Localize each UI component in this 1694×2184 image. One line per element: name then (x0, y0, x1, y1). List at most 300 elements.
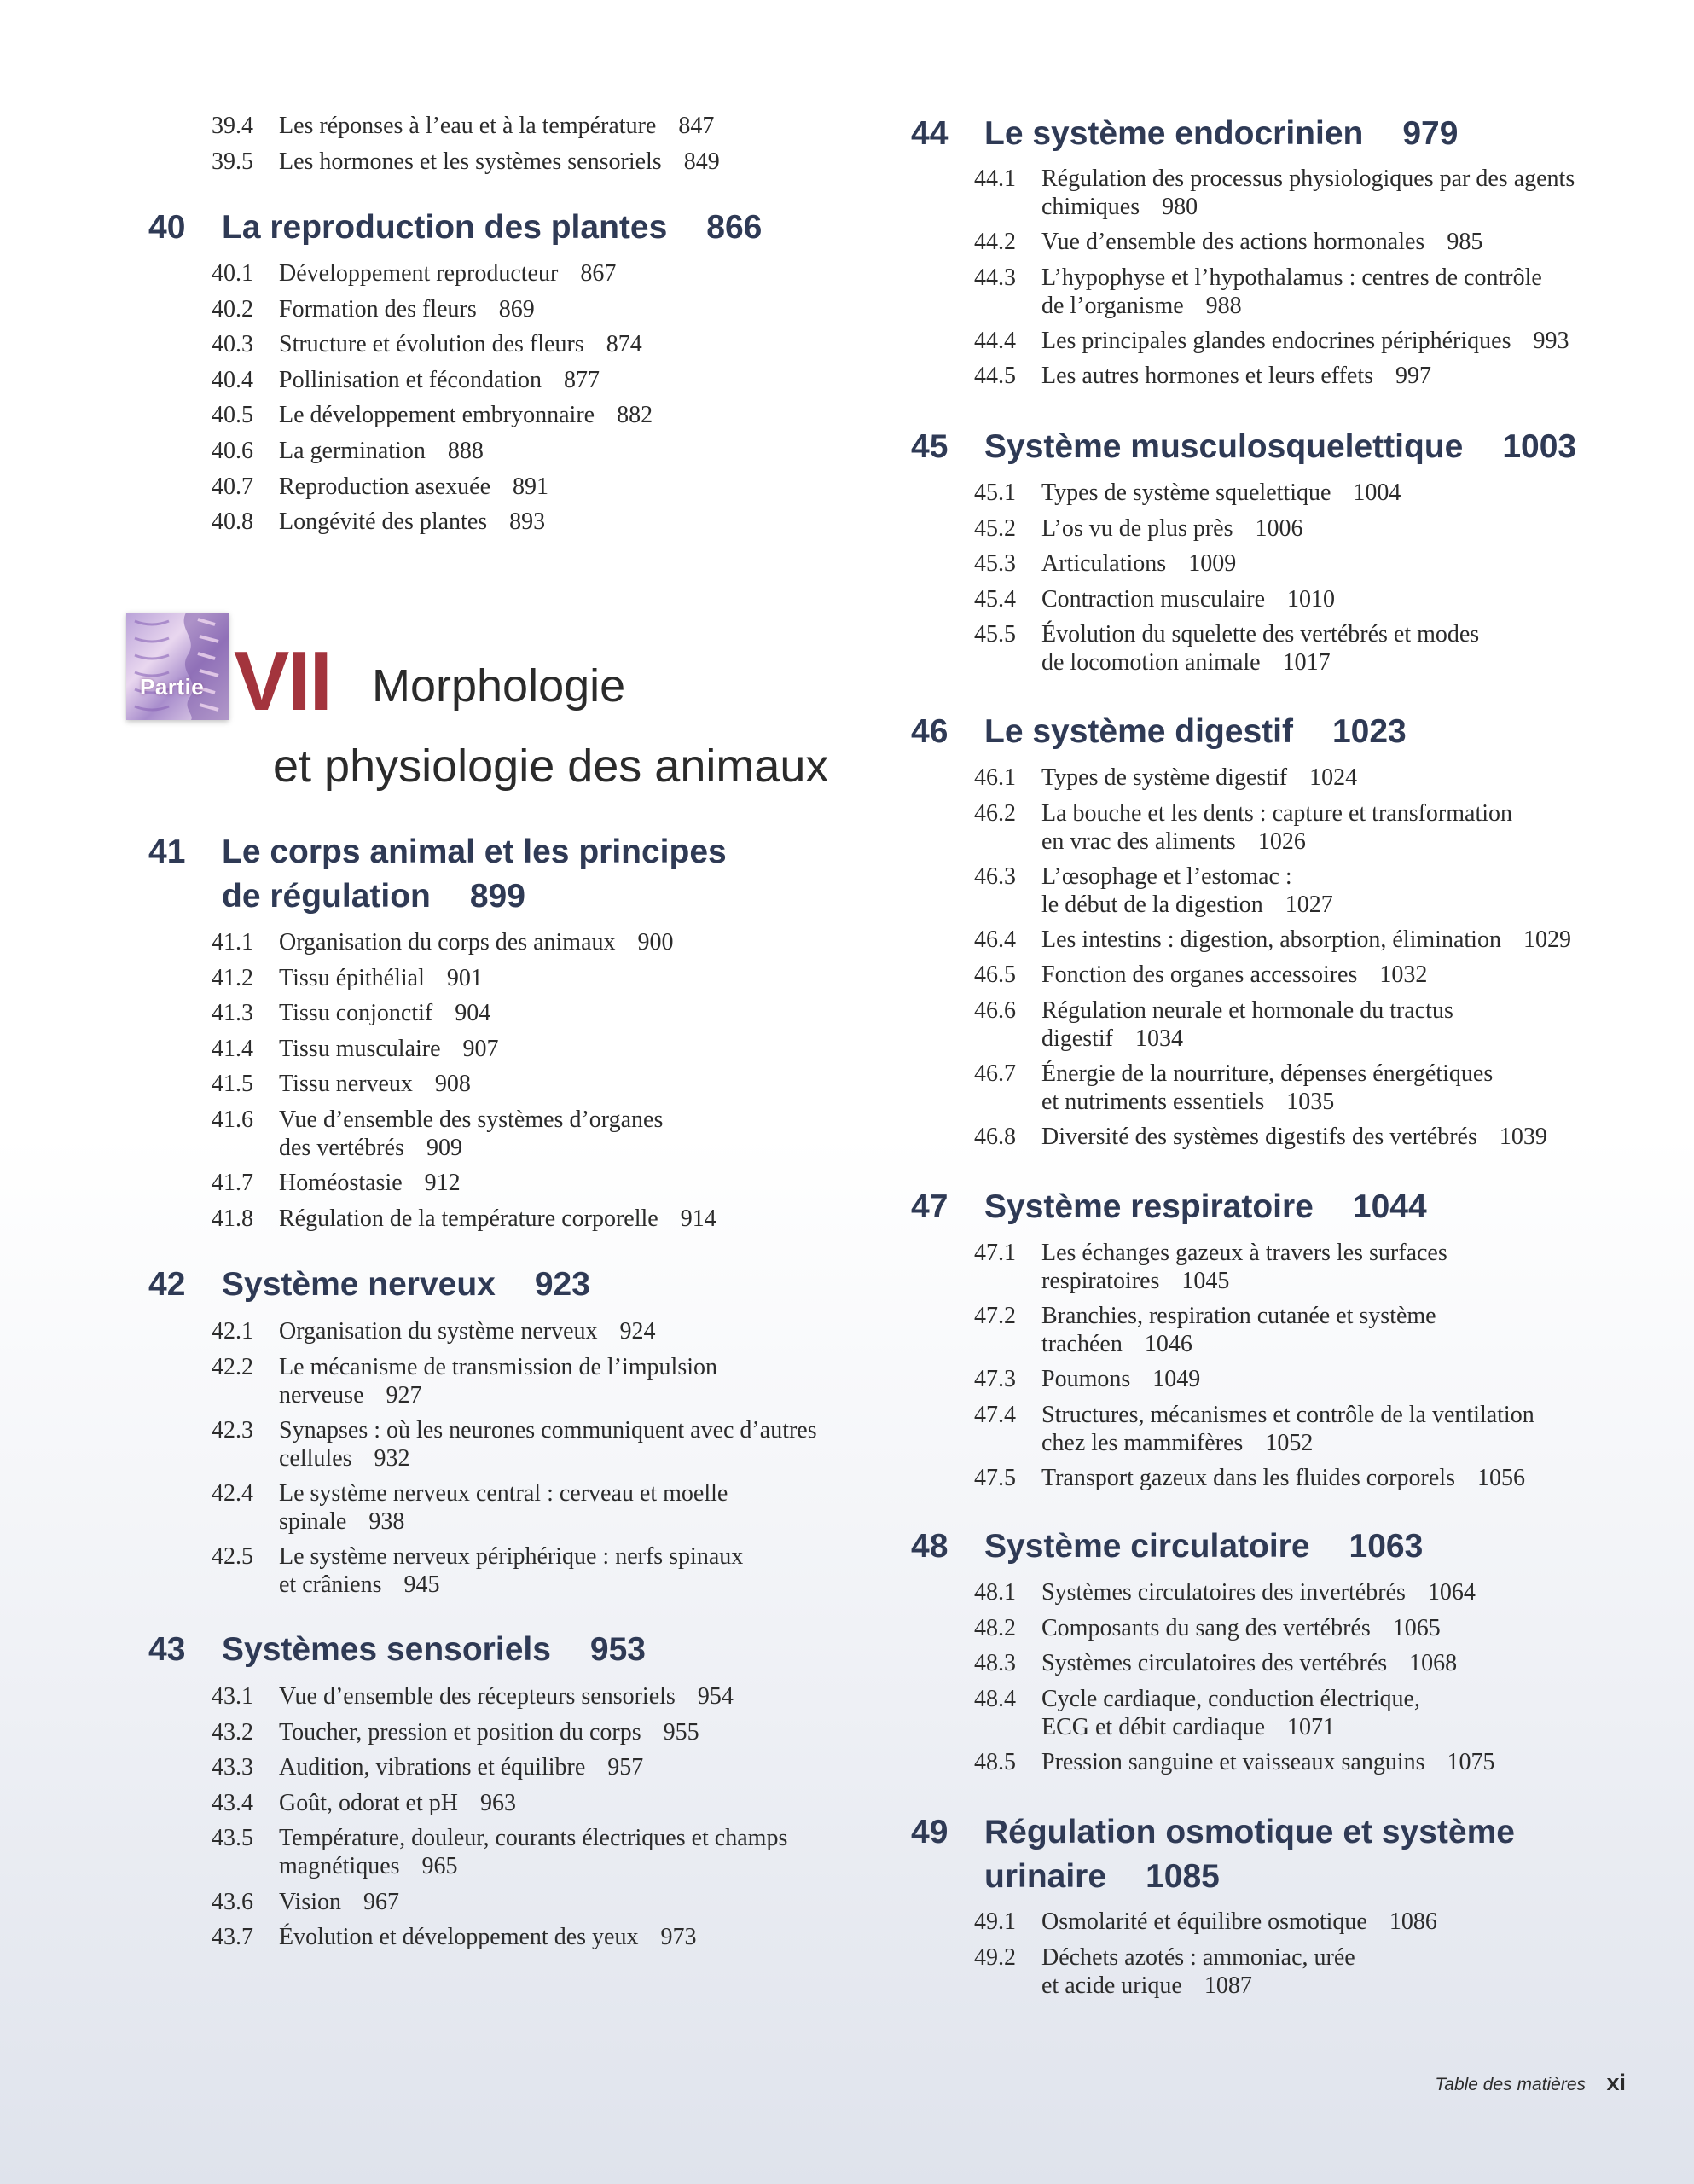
chapter-page-number: 1085 (1146, 1858, 1220, 1895)
chapter-page-number: 979 (1402, 115, 1459, 152)
section-page-number: 1029 (1523, 926, 1571, 953)
section-number: 42.1 (212, 1318, 253, 1345)
section-title (1041, 961, 1427, 989)
section-title-text-cont: ECG et débit cardiaque (1041, 1713, 1266, 1740)
section-page-number: 877 (563, 366, 600, 393)
section-title (1041, 1401, 1534, 1457)
section-title-text: Systèmes circulatoires des vertébrés (1041, 1650, 1388, 1677)
section-title-text: Le développement embryonnaire (279, 402, 595, 429)
section-title (1041, 1578, 1476, 1606)
section-title-text: Le système nerveux périphérique : nerfs spinaux (279, 1542, 744, 1570)
chapter-title-line (984, 425, 1576, 469)
chapter-title-text: urinaire (984, 1858, 1107, 1895)
section-title-text-cont: de locomotion animale (1041, 649, 1261, 677)
section-page-number: 924 (619, 1318, 656, 1345)
section-title (1041, 764, 1357, 792)
section-title-text-cont: chez les mammifères (1041, 1429, 1244, 1456)
section-title-text: Diversité des systèmes digestifs des vertébrés (1041, 1124, 1477, 1151)
chapter-title (984, 425, 1576, 469)
section-title-text: Systèmes circulatoires des invertébrés (1041, 1579, 1406, 1606)
chapter-page-number: 899 (469, 878, 525, 915)
section-title-text: Énergie de la nourriture, dépenses énergétiques (1041, 1060, 1494, 1088)
section-title (279, 148, 720, 176)
section-title-text: Vue d’ensemble des récepteurs sensoriels (279, 1683, 676, 1710)
chapter-page-number: 923 (534, 1266, 590, 1303)
section-title (1041, 1365, 1200, 1393)
section-title (279, 1169, 461, 1197)
section-page-number: 1075 (1447, 1748, 1495, 1775)
section-title (279, 1317, 656, 1345)
chapter-number: 40 (148, 209, 186, 246)
section-title-text: Cycle cardiaque, conduction électrique, (1041, 1685, 1420, 1712)
section-title-text-cont: cellules (279, 1444, 352, 1472)
section-page-number: 891 (513, 473, 549, 500)
section-number: 45.5 (974, 621, 1016, 648)
section-page-number: 1071 (1287, 1713, 1336, 1740)
section-title-text: Synapses : où les neurones communiquent avec d’autres (279, 1416, 817, 1443)
section-page-number: 1065 (1392, 1614, 1441, 1641)
section-title (279, 1035, 499, 1063)
section-number: 41.3 (212, 1000, 253, 1027)
chapter-title-line (984, 112, 1458, 156)
section-title (1041, 926, 1571, 954)
section-number: 42.4 (212, 1479, 253, 1507)
section-page-number: 997 (1395, 363, 1432, 390)
section-title (279, 366, 600, 394)
section-page-number: 1056 (1476, 1464, 1525, 1491)
section-page-number: 945 (403, 1571, 440, 1598)
section-title (279, 508, 545, 536)
section-page-number: 927 (386, 1381, 422, 1409)
tissue-micrograph-icon (126, 613, 229, 720)
section-number: 44.1 (974, 166, 1016, 192)
chapter-number: 46 (911, 713, 949, 750)
section-number: 46.2 (974, 799, 1016, 827)
section-page-number: 932 (374, 1444, 410, 1472)
section-title (1041, 264, 1542, 320)
section-page-number: 963 (479, 1789, 516, 1816)
chapter-title-text: Système respiratoire (984, 1188, 1314, 1225)
chapter-title-text: Systèmes sensoriels (222, 1631, 551, 1668)
section-title (279, 112, 714, 140)
chapter-number: 49 (911, 1814, 949, 1850)
section-page-number: 965 (421, 1853, 458, 1880)
chapter-title (984, 1525, 1423, 1569)
chapter-title (984, 1810, 1515, 1899)
section-page-number: 988 (1205, 292, 1242, 319)
section-number: 40.5 (212, 402, 253, 429)
chapter-title (222, 1263, 590, 1307)
section-title-text-cont: magnétiques (279, 1853, 400, 1880)
section-title-text: Transport gazeux dans les fluides corporels (1041, 1464, 1455, 1491)
section-title-text: Développement reproducteur (279, 260, 559, 287)
section-title (279, 1479, 728, 1536)
section-title-text: Vision (279, 1888, 341, 1915)
section-page-number: 849 (683, 148, 720, 175)
section-title (1041, 1060, 1493, 1116)
chapter-title (984, 112, 1458, 156)
section-title-text: Les intestins : digestion, absorption, élimination (1041, 926, 1501, 953)
section-number: 43.4 (212, 1789, 253, 1816)
chapter-number: 44 (911, 115, 949, 152)
section-title-text: Évolution et développement des yeux (279, 1924, 639, 1951)
section-page-number: 1052 (1265, 1429, 1314, 1456)
section-title-text: Contraction musculaire (1041, 585, 1266, 613)
chapter-number: 45 (911, 428, 949, 465)
section-page-number: 909 (426, 1135, 462, 1161)
section-title-text: Longévité des plantes (279, 508, 488, 536)
section-number: 42.3 (212, 1416, 253, 1443)
section-title (279, 1789, 516, 1817)
section-page-number: 914 (680, 1205, 716, 1232)
chapter-number: 47 (911, 1188, 949, 1225)
section-title (1041, 1943, 1355, 2000)
section-title (279, 1718, 699, 1746)
section-number: 41.8 (212, 1205, 253, 1232)
section-title-text-cont: et nutriments essentiels (1041, 1089, 1265, 1116)
chapter-page-number: 953 (589, 1631, 646, 1668)
section-page-number: 1064 (1427, 1579, 1476, 1606)
section-number: 48.4 (974, 1685, 1016, 1712)
section-number: 47.1 (974, 1240, 1016, 1266)
section-title (279, 1824, 787, 1880)
section-page-number: 967 (363, 1888, 399, 1915)
section-title-text: Osmolarité et équilibre osmotique (1041, 1908, 1367, 1935)
section-page-number: 1032 (1379, 961, 1428, 989)
chapter-title-line (984, 1810, 1515, 1855)
section-number: 43.3 (212, 1754, 253, 1781)
chapter-title-text: Système nerveux (222, 1266, 496, 1303)
section-page-number: 1006 (1255, 514, 1303, 542)
section-title (1041, 1908, 1437, 1936)
part-banner (126, 613, 877, 809)
section-title-text: L’os vu de plus près (1041, 514, 1233, 542)
section-page-number: 1027 (1285, 891, 1333, 918)
section-page-number: 1009 (1188, 550, 1237, 578)
section-number: 48.1 (974, 1579, 1016, 1606)
section-page-number: 985 (1447, 229, 1483, 256)
chapter-page-number: 1044 (1352, 1188, 1427, 1225)
section-page-number: 980 (1162, 194, 1198, 220)
section-title (279, 999, 490, 1027)
chapter-page-number: 1023 (1331, 713, 1407, 750)
section-title-text-cont: digestif (1041, 1025, 1113, 1052)
part-thumbnail-image (126, 613, 229, 720)
section-title (279, 1888, 399, 1916)
section-number: 44.5 (974, 363, 1016, 390)
section-number: 45.4 (974, 585, 1016, 613)
section-page-number: 869 (498, 295, 535, 322)
section-number: 44.2 (974, 229, 1016, 256)
chapter-title-text: Système musculosquelettique (984, 428, 1464, 465)
section-page-number: 882 (617, 402, 653, 429)
chapter-title-text: de régulation (222, 878, 431, 915)
chapter-title-line (222, 1628, 646, 1672)
section-title-text: Organisation du corps des animaux (279, 929, 616, 956)
section-title-text: Organisation du système nerveux (279, 1318, 598, 1345)
chapter-title-text: Régulation osmotique et système (984, 1814, 1515, 1850)
section-page-number: 1046 (1144, 1331, 1192, 1358)
section-title (1041, 1614, 1441, 1642)
section-number: 39.5 (212, 148, 253, 175)
chapter-title-text: Le système digestif (984, 713, 1293, 750)
section-number: 39.4 (212, 113, 253, 139)
section-page-number: 900 (637, 929, 674, 956)
chapter-title-line (984, 1185, 1427, 1229)
section-page-number: 904 (455, 1000, 491, 1027)
section-page-number: 1049 (1152, 1366, 1201, 1393)
section-title-text-cont: des vertébrés (279, 1135, 404, 1161)
section-title (1041, 479, 1401, 507)
chapter-page-number: 1003 (1502, 428, 1577, 465)
section-title-text: La bouche et les dents : capture et transformation (1041, 799, 1513, 827)
section-number: 40.7 (212, 473, 253, 500)
section-title-text: Évolution du squelette des vertébrés et modes (1041, 621, 1480, 648)
section-page-number: 1004 (1353, 479, 1401, 506)
section-title-text: Les autres hormones et leurs effets (1041, 363, 1374, 390)
section-title-text: Types de système digestif (1041, 764, 1288, 791)
section-number: 46.6 (974, 997, 1016, 1024)
section-title (1041, 1685, 1420, 1741)
chapter-title-line (222, 1263, 590, 1307)
section-page-number: 955 (663, 1718, 699, 1745)
part-label: Partie (140, 674, 205, 700)
section-title-text: Pollinisation et fécondation (279, 366, 542, 393)
chapter-number: 48 (911, 1528, 949, 1565)
section-number: 43.6 (212, 1888, 253, 1915)
section-page-number: 888 (447, 438, 484, 464)
section-page-number: 1010 (1287, 585, 1336, 613)
section-number: 44.4 (974, 327, 1016, 354)
section-page-number: 901 (446, 964, 483, 991)
chapter-title-text: La reproduction des plantes (222, 209, 668, 246)
section-number: 42.5 (212, 1542, 253, 1570)
section-title (1041, 1464, 1525, 1492)
section-page-number: 957 (607, 1754, 644, 1781)
section-title-text: Les échanges gazeux à travers les surfaces (1041, 1240, 1447, 1266)
section-title-text: Structures, mécanismes et contrôle de la ventilation (1041, 1401, 1534, 1428)
chapter-number: 41 (148, 834, 186, 870)
section-title (1041, 620, 1479, 677)
section-number: 45.2 (974, 514, 1016, 542)
part-title-line-2: et physiologie des animaux (273, 741, 829, 792)
section-page-number: 867 (580, 260, 617, 287)
section-title (1041, 549, 1236, 578)
section-number: 46.4 (974, 926, 1016, 953)
chapter-page-number: 866 (706, 209, 763, 246)
section-title (279, 1070, 471, 1098)
chapter-number: 43 (148, 1631, 186, 1668)
section-title (1041, 585, 1335, 613)
section-title-text: Audition, vibrations et équilibre (279, 1754, 586, 1781)
section-page-number: 993 (1533, 327, 1569, 354)
section-page-number: 874 (606, 331, 642, 358)
chapter-title-text: Le système endocrinien (984, 115, 1364, 152)
section-title (279, 1542, 743, 1599)
section-title (279, 1416, 817, 1472)
section-title (279, 1753, 643, 1781)
section-title-text-cont: nerveuse (279, 1381, 364, 1409)
section-title (1041, 362, 1431, 390)
section-page-number: 1017 (1282, 649, 1331, 677)
section-title-text: Homéostasie (279, 1170, 403, 1197)
section-number: 40.4 (212, 366, 253, 393)
page-footer (1435, 2070, 1626, 2096)
section-title-text: Toucher, pression et position du corps (279, 1718, 641, 1745)
section-title (279, 330, 642, 358)
section-number: 46.5 (974, 961, 1016, 989)
section-title (1041, 1302, 1436, 1358)
section-page-number: 912 (424, 1170, 461, 1197)
section-title-text: Composants du sang des vertébrés (1041, 1614, 1371, 1641)
section-title (279, 964, 483, 992)
section-title-text: Tissu conjonctif (279, 1000, 433, 1027)
section-title-text-cont: spinale (279, 1507, 347, 1535)
section-title (1041, 228, 1482, 256)
section-title-text-cont: trachéen (1041, 1331, 1123, 1358)
section-title-text: Le mécanisme de transmission de l’impulsion (279, 1353, 718, 1380)
section-title (279, 473, 548, 501)
section-number: 41.5 (212, 1071, 253, 1098)
section-page-number: 973 (660, 1924, 697, 1951)
section-title (1041, 1123, 1547, 1151)
section-title-text: La germination (279, 438, 426, 464)
section-title-text-cont: chimiques (1041, 194, 1140, 220)
section-title-text: Le système nerveux central : cerveau et moelle (279, 1479, 728, 1507)
section-title-text-cont: et crâniens (279, 1571, 382, 1598)
section-page-number: 954 (697, 1683, 734, 1710)
chapter-title-line (222, 206, 762, 250)
section-title (279, 259, 616, 288)
section-title-text: Articulations (1041, 550, 1167, 578)
section-number: 40.2 (212, 295, 253, 322)
section-title-text-cont: en vrac des aliments (1041, 828, 1236, 855)
part-number: VII (234, 634, 331, 728)
section-title-text: Les hormones et les systèmes sensoriels (279, 148, 662, 175)
section-title-text: Tissu épithélial (279, 964, 425, 991)
section-number: 47.3 (974, 1366, 1016, 1393)
section-number: 40.6 (212, 438, 253, 464)
section-title-text-cont: respiratoires (1041, 1268, 1160, 1294)
section-page-number: 1086 (1389, 1908, 1437, 1935)
section-number: 47.5 (974, 1464, 1016, 1491)
section-title (279, 1682, 734, 1711)
section-title-text: Les principales glandes endocrines périphériques (1041, 327, 1511, 354)
section-page-number: 938 (368, 1507, 405, 1535)
section-number: 41.1 (212, 929, 253, 956)
section-title (1041, 996, 1453, 1053)
chapter-number: 42 (148, 1266, 186, 1303)
section-number: 49.1 (974, 1908, 1016, 1935)
section-number: 41.6 (212, 1107, 253, 1133)
section-number: 40.3 (212, 331, 253, 358)
section-title (279, 295, 535, 323)
chapter-page-number: 1063 (1349, 1528, 1424, 1565)
section-title (1041, 799, 1512, 856)
section-title-text: Régulation neurale et hormonale du tractus (1041, 997, 1453, 1024)
chapter-title-text: Système circulatoire (984, 1528, 1310, 1565)
section-page-number: 1035 (1286, 1089, 1335, 1116)
section-title-text: Les réponses à l’eau et à la température (279, 113, 657, 139)
section-title-text: Tissu musculaire (279, 1035, 441, 1062)
section-title-text: Tissu nerveux (279, 1071, 413, 1098)
part-title-line-1: Morphologie (372, 660, 626, 712)
section-number: 48.3 (974, 1650, 1016, 1677)
section-number: 41.2 (212, 964, 253, 991)
section-title-text: Déchets azotés : ammoniac, urée (1041, 1943, 1355, 1971)
section-number: 42.2 (212, 1353, 253, 1380)
section-title (1041, 165, 1575, 221)
section-title-text: Poumons (1041, 1366, 1131, 1393)
page-number: xi (1606, 2070, 1626, 2095)
section-title (279, 437, 484, 465)
section-number: 43.7 (212, 1924, 253, 1951)
section-number: 43.2 (212, 1718, 253, 1745)
section-number: 40.1 (212, 260, 253, 287)
section-title (279, 1353, 717, 1409)
section-title (279, 401, 653, 429)
section-title-text: Branchies, respiration cutanée et système (1041, 1303, 1436, 1330)
section-title-text: Goût, odorat et pH (279, 1789, 458, 1816)
section-title (279, 1106, 663, 1162)
section-title-text: Pression sanguine et vaisseaux sanguins (1041, 1748, 1425, 1775)
section-title-text-cont: de l’organisme (1041, 292, 1184, 319)
section-title (1041, 327, 1569, 355)
section-number: 47.2 (974, 1303, 1016, 1330)
section-page-number: 1034 (1135, 1025, 1183, 1052)
section-number: 43.5 (212, 1825, 253, 1852)
section-title (279, 1923, 696, 1951)
footer-label: Table des matières (1435, 2075, 1587, 2094)
section-title-text: Vue d’ensemble des systèmes d’organes (279, 1107, 664, 1133)
section-page-number: 1045 (1181, 1268, 1230, 1294)
section-page-number: 1026 (1257, 828, 1306, 855)
section-number: 47.4 (974, 1401, 1016, 1428)
section-title (1041, 1239, 1447, 1295)
chapter-title (222, 1628, 646, 1672)
chapter-title-line (984, 1525, 1423, 1569)
section-page-number: 1068 (1409, 1650, 1458, 1677)
section-number: 44.3 (974, 264, 1016, 291)
section-title-text: Fonction des organes accessoires (1041, 961, 1358, 989)
section-title-text-cont: le début de la digestion (1041, 891, 1263, 918)
section-title-text: Température, douleur, courants électriques et champs (279, 1825, 788, 1852)
section-title-text: Vue d’ensemble des actions hormonales (1041, 229, 1425, 256)
section-title-text: Régulation de la température corporelle (279, 1205, 658, 1232)
chapter-title-line (984, 1855, 1515, 1899)
chapter-title-line (222, 874, 727, 919)
section-number: 45.3 (974, 550, 1016, 578)
section-number: 48.5 (974, 1748, 1016, 1775)
section-page-number: 893 (509, 508, 546, 536)
section-number: 45.1 (974, 479, 1016, 506)
section-number: 41.7 (212, 1170, 253, 1197)
section-number: 46.1 (974, 764, 1016, 791)
chapter-title-line (222, 830, 727, 874)
chapter-title-line (984, 710, 1407, 754)
section-title-text: L’œsophage et l’estomac : (1041, 863, 1292, 890)
section-number: 46.7 (974, 1060, 1016, 1088)
section-title-text: Structure et évolution des fleurs (279, 331, 584, 358)
section-title-text: Reproduction asexuée (279, 473, 491, 500)
section-page-number: 908 (434, 1071, 471, 1098)
section-title (1041, 1649, 1457, 1677)
chapter-title (984, 1185, 1427, 1229)
section-title (1041, 514, 1303, 543)
chapter-title (222, 830, 727, 919)
section-title-text: Régulation des processus physiologiques par des agents (1041, 166, 1575, 192)
chapter-title (984, 710, 1407, 754)
